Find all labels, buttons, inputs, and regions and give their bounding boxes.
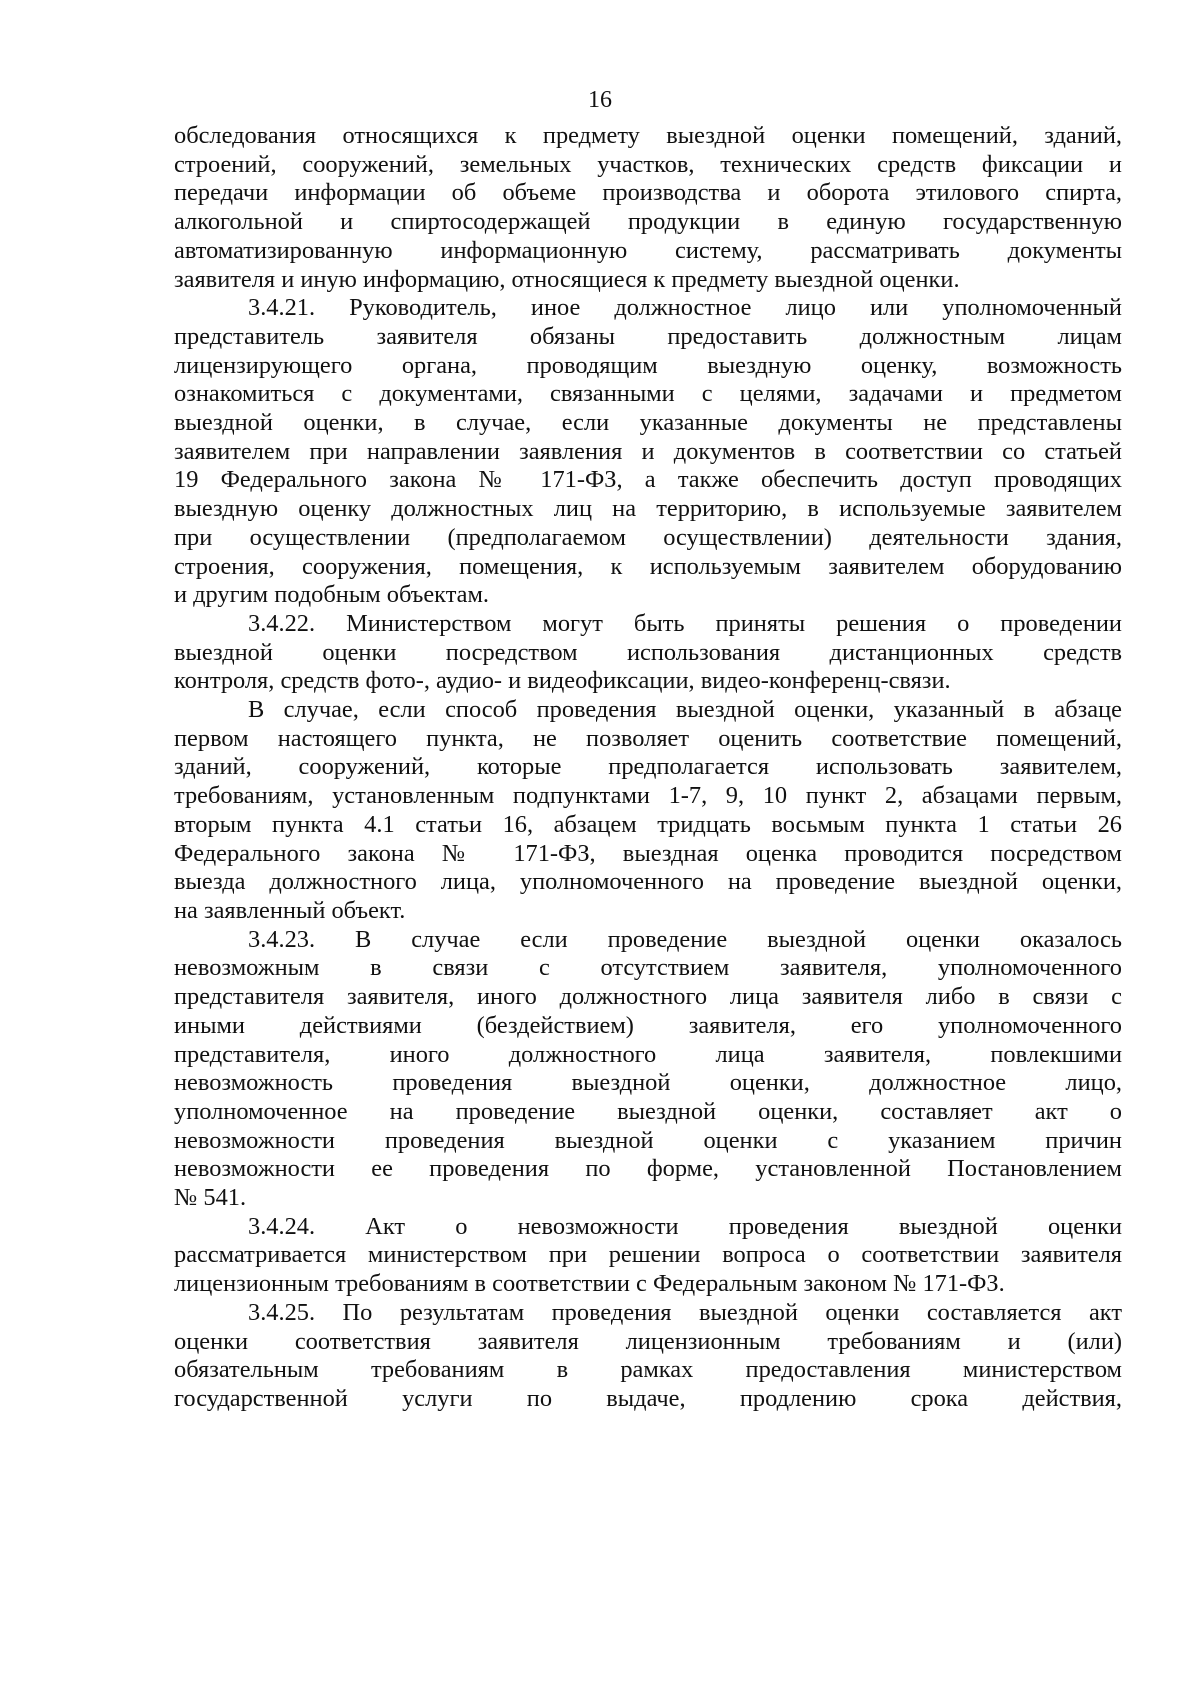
text-line: выезда должностного лица, уполномоченного на проведение выездной оценки, — [174, 868, 1122, 896]
text-line: передачи информации об объеме производства и оборота этилового спирта, — [174, 179, 1122, 207]
text-line: 3.4.23. В случае если проведение выездной оценки оказалось — [248, 925, 1122, 953]
text-line: выездной оценки посредством использования дистанционных средств — [174, 638, 1122, 666]
paragraph-p2 — [174, 610, 1122, 696]
text-line: лицензионным требованиям в соответствии с Федеральным законом № 171-ФЗ. — [174, 1270, 1005, 1298]
text-line: № 541. — [174, 1184, 247, 1212]
text-line: контроля, средств фото-, аудио- и видеофиксации, видео-конференц-связи. — [174, 667, 951, 695]
text-line: 3.4.25. По результатам проведения выездной оценки составляется акт — [248, 1298, 1122, 1326]
paragraph-p6 — [174, 1299, 1122, 1414]
text-line: представителя заявителя, иного должностного лица заявителя либо в связи с — [174, 983, 1122, 1011]
text-line: обязательным требованиям в рамках предоставления министерством — [174, 1356, 1122, 1384]
text-line: 3.4.22. Министерством могут быть приняты решения о проведении — [248, 609, 1122, 637]
paragraph-p1 — [174, 294, 1122, 610]
text-line: лицензирующего органа, проводящим выездную оценку, возможность — [174, 351, 1122, 379]
text-line: 19 Федерального закона № 171-ФЗ, а также обеспечить доступ проводящих — [174, 466, 1122, 494]
text-line: представитель заявителя обязаны предоставить должностным лицам — [174, 322, 1122, 350]
text-line: заявителем при направлении заявления и документов в соответствии со статьей — [174, 437, 1122, 465]
text-line: алкогольной и спиртосодержащей продукции в единую государственную — [174, 208, 1122, 236]
text-line: 3.4.21. Руководитель, иное должностное лицо или уполномоченный — [248, 294, 1122, 322]
document-body — [174, 122, 1122, 1414]
text-line: уполномоченное на проведение выездной оценки, составляет акт о — [174, 1097, 1122, 1125]
paragraph-p3 — [174, 696, 1122, 926]
text-line: обследования относящихся к предмету выездной оценки помещений, зданий, — [174, 122, 1122, 149]
text-line: строения, сооружения, помещения, к используемым заявителем оборудованию — [174, 552, 1122, 580]
text-line: оценки соответствия заявителя лицензионным требованиям и (или) — [174, 1327, 1122, 1355]
paragraph-p4 — [174, 926, 1122, 1213]
text-line: Федерального закона № 171-ФЗ, выездная оценка проводится посредством — [174, 839, 1122, 867]
text-line: выездной оценки, в случае, если указанные документы не представлены — [174, 409, 1122, 437]
text-line: рассматривается министерством при решении вопроса о соответствии заявителя — [174, 1241, 1122, 1269]
text-line: строений, сооружений, земельных участков, технических средств фиксации и — [174, 150, 1122, 178]
text-line: заявителя и иную информацию, относящиеся к предмету выездной оценки. — [174, 265, 960, 293]
text-line: невозможность проведения выездной оценки, должностное лицо, — [174, 1069, 1122, 1097]
text-line: иными действиями (бездействием) заявителя, его уполномоченного — [174, 1011, 1122, 1039]
text-line: 3.4.24. Акт о невозможности проведения выездной оценки — [248, 1212, 1122, 1240]
text-line: вторым пункта 4.1 статьи 16, абзацем тридцать восьмым пункта 1 статьи 26 — [174, 810, 1122, 838]
text-line: требованиям, установленным подпунктами 1-7, 9, 10 пункт 2, абзацами первым, — [174, 782, 1122, 810]
text-line: ознакомиться с документами, связанными с целями, задачами и предметом — [174, 380, 1122, 408]
text-line: первом настоящего пункта, не позволяет оценить соответствие помещений, — [174, 724, 1122, 752]
paragraph-p5 — [174, 1213, 1122, 1299]
text-line: зданий, сооружений, которые предполагается использовать заявителем, — [174, 753, 1122, 781]
text-line: автоматизированную информационную систему, рассматривать документы — [174, 236, 1122, 264]
text-line: невозможным в связи с отсутствием заявителя, уполномоченного — [174, 954, 1122, 982]
text-line: В случае, если способ проведения выездной оценки, указанный в абзаце — [248, 696, 1122, 724]
text-line: и другим подобным объектам. — [174, 581, 490, 609]
text-line: государственной услуги по выдаче, продлению срока действия, — [174, 1384, 1122, 1412]
text-line: невозможности ее проведения по форме, установленной Постановлением — [174, 1155, 1122, 1183]
paragraph-p0 — [174, 122, 1122, 294]
page-number: 16 — [588, 87, 612, 113]
text-line: невозможности проведения выездной оценки с указанием причин — [174, 1126, 1122, 1154]
text-line: представителя, иного должностного лица заявителя, повлекшими — [174, 1040, 1122, 1068]
text-line: выездную оценку должностных лиц на территорию, в используемые заявителем — [174, 495, 1122, 523]
text-line: при осуществлении (предполагаемом осуществлении) деятельности здания, — [174, 523, 1122, 551]
text-line: на заявленный объект. — [174, 896, 406, 924]
